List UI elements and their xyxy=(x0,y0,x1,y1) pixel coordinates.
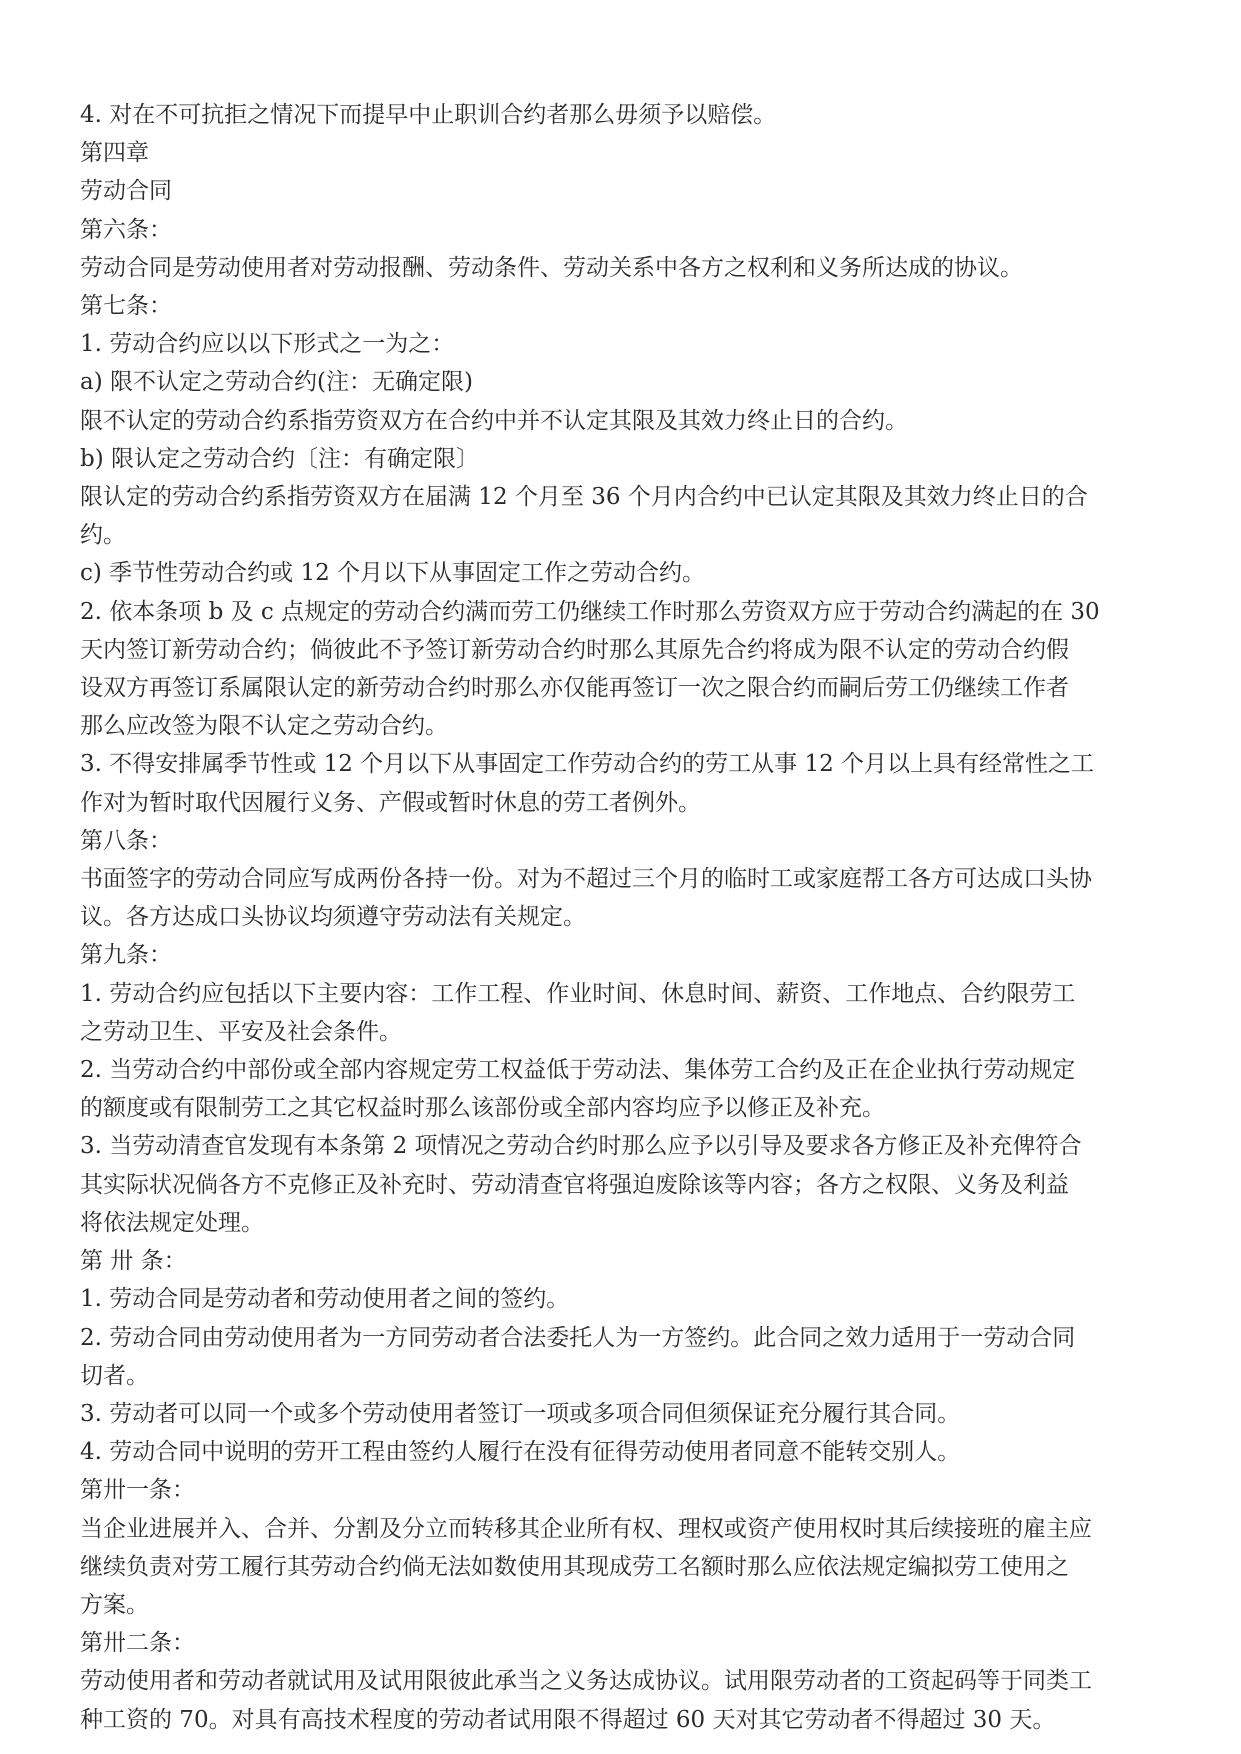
text-line: 当企业进展并入、合并、分割及分立而转移其企业所有权、理权或资产使用权时其后续接班的雇主应 xyxy=(80,1515,1092,1542)
article-heading: 第八条： xyxy=(80,827,172,854)
text-line: 1. 劳动合约应包括以下主要内容：工作工程、作业时间、休息时间、薪资、工作地点、合约限劳工 xyxy=(80,980,1076,1007)
text-line: a) 限不认定之劳动合约(注：无确定限) xyxy=(80,369,473,396)
text-line: 种工资的 70。对具有高技术程度的劳动者试用限不得超过 60 天对其它劳动者不得超过 30 天。 xyxy=(80,1706,1056,1733)
text-line: 约。 xyxy=(80,522,126,549)
article-heading: 第 卅 条： xyxy=(80,1248,187,1275)
text-line: 那么应改签为限不认定之劳动合约。 xyxy=(80,713,448,740)
article-heading: 第卅二条： xyxy=(80,1630,195,1657)
text-line: 将依法规定处理。 xyxy=(80,1209,264,1236)
text-line: 4. 对在不可抗拒之情况下而提早中止职训合约者那么毋须予以赔偿。 xyxy=(80,102,777,128)
document-page xyxy=(80,96,1165,1739)
text-line: 限不认定的劳动合约系指劳资双方在合约中并不认定其限及其效力终止日的合约。 xyxy=(80,407,908,434)
text-line: 设双方再签订系属限认定的新劳动合约时那么亦仅能再签订一次之限合约而嗣后劳工仍继续工作者 xyxy=(80,675,1069,702)
text-line: 2. 当劳动合约中部份或全部内容规定劳工权益低于劳动法、集体劳工合约及正在企业执行劳动规定 xyxy=(80,1057,1076,1084)
text-line: 1. 劳动合同是劳动者和劳动使用者之间的签约。 xyxy=(80,1286,570,1313)
chapter-title: 劳动合同 xyxy=(80,178,172,205)
text-line: 天内签订新劳动合约；倘彼此不予签订新劳动合约时那么其原先合约将成为限不认定的劳动合约假 xyxy=(80,636,1069,663)
text-line: 2. 依本条项 b 及 c 点规定的劳动合约满而劳工仍继续工作时那么劳资双方应于劳动合约满起的在 30 xyxy=(80,598,1100,625)
text-line: 3. 当劳动清查官发现有本条第 2 项情况之劳动合约时那么应予以引导及要求各方修正及补充俾符合 xyxy=(80,1133,1082,1160)
text-line: 方案。 xyxy=(80,1591,149,1618)
article-heading: 第卅一条： xyxy=(80,1477,195,1504)
text-line: b) 限认定之劳动合约〔注：有确定限〕 xyxy=(80,445,480,472)
text-line: 的额度或有限制劳工之其它权益时那么该部份或全部内容均应予以修正及补充。 xyxy=(80,1095,885,1122)
text-line: 书面签字的劳动合同应写成两份各持一份。对为不超过三个月的临时工或家庭帮工各方可达成口头协 xyxy=(80,866,1092,893)
text-line: 3. 不得安排属季节性或 12 个月以下从事固定工作劳动合约的劳工从事 12 个月以上具有经常性之工 xyxy=(80,751,1095,778)
text-line: 劳动合同是劳动使用者对劳动报酬、劳动条件、劳动关系中各方之权利和义务所达成的协议。 xyxy=(80,254,1023,281)
article-heading: 第六条： xyxy=(80,216,172,243)
text-line: 3. 劳动者可以同一个或多个劳动使用者签订一项或多项合同但须保证充分履行其合同。 xyxy=(80,1400,961,1427)
text-line: 之劳动卫生、平安及社会条件。 xyxy=(80,1018,402,1045)
text-line: c) 季节性劳动合约或 12 个月以下从事固定工作之劳动合约。 xyxy=(80,560,706,587)
text-line: 继续负责对劳工履行其劳动合约倘无法如数使用其现成劳工名额时那么应依法规定编拟劳工使用之 xyxy=(80,1553,1069,1580)
text-line: 2. 劳动合同由劳动使用者为一方同劳动者合法委托人为一方签约。此合同之效力适用于一劳动合同 xyxy=(80,1324,1076,1351)
text-line: 1. 劳动合约应以以下形式之一为之： xyxy=(80,331,455,358)
text-line: 作对为暂时取代因履行义务、产假或暂时休息的劳工者例外。 xyxy=(80,789,701,816)
text-line: 劳动使用者和劳动者就试用及试用限彼此承当之义务达成协议。试用限劳动者的工资起码等于同类工 xyxy=(80,1668,1092,1695)
text-line: 4. 劳动合同中说明的劳开工程由签约人履行在没有征得劳动使用者同意不能转交别人。 xyxy=(80,1439,961,1466)
article-heading: 第九条： xyxy=(80,942,172,969)
chapter-heading: 第四章 xyxy=(80,140,149,167)
text-line: 切者。 xyxy=(80,1362,149,1389)
text-line: 限认定的劳动合约系指劳资双方在届满 12 个月至 36 个月内合约中已认定其限及其效力终止日的合 xyxy=(80,484,1088,511)
article-heading: 第七条： xyxy=(80,293,172,320)
text-line: 议。各方达成口头协议均须遵守劳动法有关规定。 xyxy=(80,904,586,931)
text-line: 其实际状况倘各方不克修正及补充时、劳动清查官将强迫废除该等内容；各方之权限、义务及利益 xyxy=(80,1171,1069,1198)
